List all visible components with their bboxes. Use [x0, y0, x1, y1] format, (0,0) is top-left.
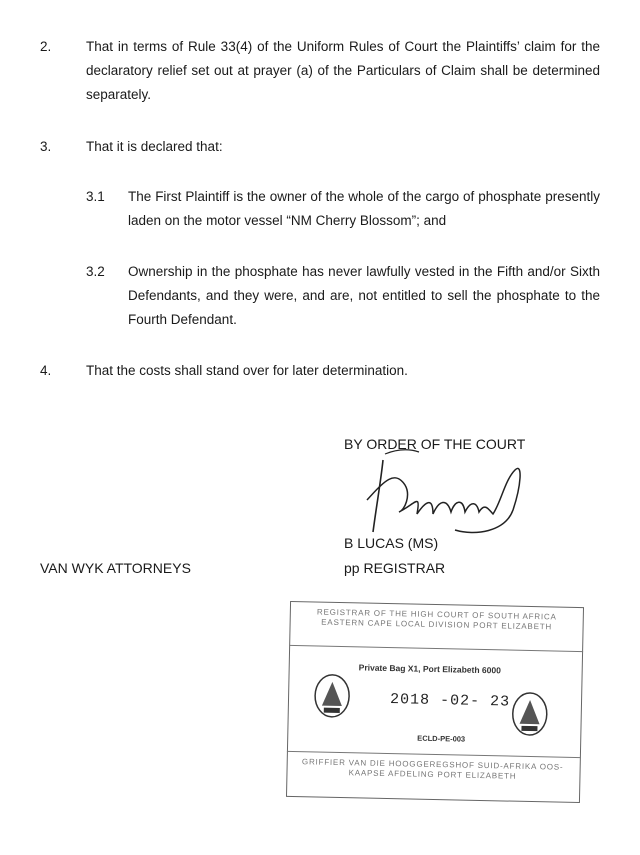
court-order-heading: BY ORDER OF THE COURT: [344, 436, 526, 452]
paragraph-number: 3.: [40, 139, 52, 154]
stamp-address: Private Bag X1, Port Elizabeth 6000: [358, 662, 501, 676]
stamp-code: ECLD-PE-003: [417, 733, 466, 744]
registrar-stamp: [286, 601, 584, 803]
coat-of-arms-icon: [312, 671, 353, 720]
stamp-date: 2018 -02- 23: [389, 691, 511, 711]
handwritten-signature: [355, 440, 525, 540]
paragraph-number: 3.2: [86, 264, 105, 279]
paragraph-text: Ownership in the phosphate has never lawfully vested in the Fifth and/or Sixth Defendants, and they were, and are, not entitled to sell the phosphate to the Fourth Defendant.: [128, 264, 600, 327]
paragraph-number: 4.: [40, 363, 52, 378]
paragraph-text: That in terms of Rule 33(4) of the Uniform Rules of Court the Plaintiffs’ claim for the declaratory relief set out at prayer (a) of the Particulars of Claim shall be determined separately.: [86, 39, 600, 102]
paragraph-number: 2.: [40, 39, 52, 54]
signatory-role: pp REGISTRAR: [344, 560, 446, 576]
paragraph-text: The First Plaintiff is the owner of the whole of the cargo of phosphate presently laden on the motor vessel “NM Cherry Blossom”; and: [128, 189, 600, 228]
coat-of-arms-icon: [509, 690, 550, 739]
signatory-name: B LUCAS (MS): [344, 535, 439, 551]
paragraph-number: 3.1: [86, 189, 105, 204]
stamp-header: REGISTRAR OF THE HIGH COURT OF SOUTH AFRICA EASTERN CAPE LOCAL DIVISION PORT ELIZABETH: [316, 607, 557, 632]
law-firm-name: VAN WYK ATTORNEYS: [40, 560, 191, 576]
stamp-footer: GRIFFIER VAN DIE HOOGGEREGSHOF SUID-AFRIKA OOS-KAAPSE AFDELING PORT ELIZABETH: [301, 757, 564, 781]
paragraph-text: That it is declared that:: [86, 139, 223, 154]
paragraph-text: That the costs shall stand over for later determination.: [86, 363, 408, 378]
